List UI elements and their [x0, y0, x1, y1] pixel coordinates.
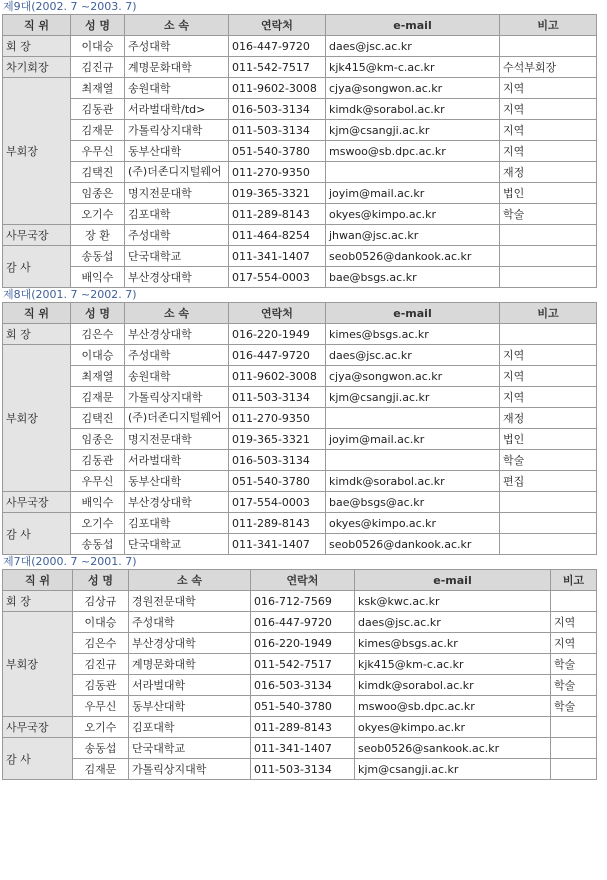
phone-cell: 016-503-3134 [251, 675, 355, 696]
table-row [3, 204, 597, 225]
email-cell[interactable]: daes@jsc.ac.kr [355, 612, 551, 633]
name-cell: 김택진 [71, 162, 125, 183]
table-row [3, 345, 597, 366]
name-cell: 김은수 [73, 633, 129, 654]
note-cell: 학술 [500, 204, 597, 225]
note-cell [500, 534, 597, 555]
affil-cell: 단국대학교 [125, 534, 229, 555]
column-header-name: 성 명 [71, 303, 125, 324]
name-cell: 송동섭 [71, 534, 125, 555]
position-cell: 부회장 [3, 612, 73, 717]
table-row [3, 717, 597, 738]
column-header-role: 직 위 [3, 15, 71, 36]
affil-cell: 주성대학 [129, 612, 251, 633]
affil-cell: 김포대학 [125, 513, 229, 534]
phone-cell: 016-447-9720 [229, 36, 326, 57]
phone-cell: 011-503-3134 [229, 120, 326, 141]
table-row [3, 387, 597, 408]
position-cell: 부회장 [3, 78, 71, 225]
name-cell: 이대승 [71, 36, 125, 57]
table-row [3, 612, 597, 633]
affil-cell: 송원대학 [125, 366, 229, 387]
phone-cell: 016-220-1949 [251, 633, 355, 654]
column-header-affil: 소 속 [129, 570, 251, 591]
email-cell[interactable]: cjya@songwon.ac.kr [326, 78, 500, 99]
name-cell: 우무신 [71, 471, 125, 492]
column-header-note: 비고 [551, 570, 597, 591]
note-cell: 수석부회장 [500, 57, 597, 78]
email-cell[interactable]: seob0526@sankook.ac.kr [355, 738, 551, 759]
column-header-email: e-mail [326, 303, 500, 324]
name-cell: 오기수 [73, 717, 129, 738]
affil-cell: 계명문화대학 [125, 57, 229, 78]
name-cell: 김진규 [71, 57, 125, 78]
email-cell[interactable]: kjm@csangji.ac.kr [326, 120, 500, 141]
email-cell[interactable]: seob0526@dankook.ac.kr [326, 246, 500, 267]
table-row [3, 633, 597, 654]
phone-cell: 019-365-3321 [229, 183, 326, 204]
column-header-affil: 소 속 [125, 15, 229, 36]
phone-cell: 011-289-8143 [229, 513, 326, 534]
note-cell: 지역 [500, 78, 597, 99]
phone-cell: 011-289-8143 [251, 717, 355, 738]
name-cell: 배익수 [71, 492, 125, 513]
name-cell: 임종은 [71, 183, 125, 204]
table-row [3, 120, 597, 141]
affil-cell: 부산경상대학 [125, 492, 229, 513]
position-cell: 감 사 [3, 246, 71, 288]
affil-cell: 김포대학 [129, 717, 251, 738]
ninth-term-title: 제9대(2002. 7 ~2003. 7) [3, 0, 137, 13]
affil-cell: 단국대학교 [129, 738, 251, 759]
email-cell[interactable]: okyes@kimpo.ac.kr [355, 717, 551, 738]
affil-cell: 부산경상대학 [125, 267, 229, 288]
column-header-affil: 소 속 [125, 303, 229, 324]
email-cell[interactable]: joyim@mail.ac.kr [326, 183, 500, 204]
email-cell[interactable]: ksk@kwc.ac.kr [355, 591, 551, 612]
table-row [3, 162, 597, 183]
phone-cell: 051-540-3780 [251, 696, 355, 717]
header-row [3, 303, 597, 324]
position-cell: 회 장 [3, 36, 71, 57]
table-row [3, 450, 597, 471]
email-cell[interactable]: kimes@bsgs.ac.kr [355, 633, 551, 654]
affil-cell: 서라벌대학 [129, 675, 251, 696]
table-row [3, 429, 597, 450]
phone-cell: 017-554-0003 [229, 267, 326, 288]
affil-cell: 서라벌대학 [125, 450, 229, 471]
header-row [3, 570, 597, 591]
name-cell: 김택진 [71, 408, 125, 429]
note-cell: 지역 [500, 99, 597, 120]
table-row [3, 225, 597, 246]
affil-cell: 동부산대학 [125, 141, 229, 162]
seventh-term-table [2, 569, 597, 780]
email-cell[interactable]: kjm@csangji.ac.kr [326, 387, 500, 408]
phone-cell: 016-220-1949 [229, 324, 326, 345]
position-cell: 감 사 [3, 513, 71, 555]
column-header-role: 직 위 [3, 570, 73, 591]
email-cell[interactable]: joyim@mail.ac.kr [326, 429, 500, 450]
note-cell: 재정 [500, 408, 597, 429]
table-row [3, 696, 597, 717]
email-cell[interactable]: mswoo@sb.dpc.ac.kr [326, 141, 500, 162]
email-cell[interactable]: cjya@songwon.ac.kr [326, 366, 500, 387]
affil-cell: 가톨릭상지대학 [129, 759, 251, 780]
phone-cell: 011-503-3134 [251, 759, 355, 780]
email-cell [326, 450, 500, 471]
column-header-name: 성 명 [73, 570, 129, 591]
note-cell [500, 225, 597, 246]
phone-cell: 011-9602-3008 [229, 78, 326, 99]
email-cell[interactable]: kimes@bsgs.ac.kr [326, 324, 500, 345]
position-cell: 회 장 [3, 324, 71, 345]
column-header-note: 비고 [500, 15, 597, 36]
phone-cell: 011-503-3134 [229, 387, 326, 408]
name-cell: 우무신 [71, 141, 125, 162]
name-cell: 이대승 [73, 612, 129, 633]
affil-cell: 주성대학 [125, 345, 229, 366]
table-row [3, 78, 597, 99]
table-row [3, 99, 597, 120]
note-cell: 지역 [551, 612, 597, 633]
affil-cell: 부산경상대학 [125, 324, 229, 345]
affil-cell: 단국대학교 [125, 246, 229, 267]
note-cell: 지역 [500, 141, 597, 162]
name-cell: 이대승 [71, 345, 125, 366]
ninth-term-table [2, 14, 597, 288]
seventh-term-title: 제7대(2000. 7 ~2001. 7) [3, 555, 137, 568]
affil-cell: 동부산대학 [129, 696, 251, 717]
table-row [3, 513, 597, 534]
email-cell[interactable]: kimdk@sorabol.ac.kr [326, 471, 500, 492]
note-cell: 학술 [551, 675, 597, 696]
phone-cell: 011-270-9350 [229, 408, 326, 429]
affil-cell: (주)더존디지털웨어 [125, 408, 229, 429]
phone-cell: 017-554-0003 [229, 492, 326, 513]
email-cell[interactable]: kjm@csangji.ac.kr [355, 759, 551, 780]
name-cell: 김상규 [73, 591, 129, 612]
table-row [3, 534, 597, 555]
affil-cell: 주성대학 [125, 36, 229, 57]
note-cell [500, 324, 597, 345]
name-cell: 김재문 [71, 387, 125, 408]
column-header-email: e-mail [355, 570, 551, 591]
phone-cell: 016-447-9720 [251, 612, 355, 633]
position-cell: 사무국장 [3, 492, 71, 513]
table-row [3, 591, 597, 612]
affil-cell: 김포대학 [125, 204, 229, 225]
email-cell[interactable]: seob0526@dankook.ac.kr [326, 534, 500, 555]
note-cell [551, 717, 597, 738]
name-cell: 송동섭 [73, 738, 129, 759]
column-header-name: 성 명 [71, 15, 125, 36]
note-cell [500, 246, 597, 267]
phone-cell: 051-540-3780 [229, 141, 326, 162]
table-row [3, 366, 597, 387]
position-cell: 회 장 [3, 591, 73, 612]
name-cell: 김동관 [73, 675, 129, 696]
affil-cell: 서라벌대학/td> [125, 99, 229, 120]
position-cell: 부회장 [3, 345, 71, 492]
name-cell: 김동관 [71, 99, 125, 120]
note-cell [500, 267, 597, 288]
email-cell[interactable]: kjk415@km-c.ac.kr [355, 654, 551, 675]
email-cell[interactable]: daes@jsc.ac.kr [326, 345, 500, 366]
table-row [3, 36, 597, 57]
phone-cell: 011-341-1407 [229, 534, 326, 555]
table-row [3, 246, 597, 267]
position-cell: 사무국장 [3, 717, 73, 738]
note-cell [551, 591, 597, 612]
name-cell: 송동섭 [71, 246, 125, 267]
phone-cell: 011-341-1407 [229, 246, 326, 267]
column-header-role: 직 위 [3, 303, 71, 324]
table-row [3, 738, 597, 759]
eighth-term-table [2, 302, 597, 555]
name-cell: 김진규 [73, 654, 129, 675]
affil-cell: 송원대학 [125, 78, 229, 99]
email-cell[interactable]: okyes@kimpo.ac.kr [326, 204, 500, 225]
table-row [3, 57, 597, 78]
table-row [3, 492, 597, 513]
affil-cell: 명지전문대학 [125, 183, 229, 204]
affil-cell: 가톨릭상지대학 [125, 120, 229, 141]
name-cell: 김재문 [73, 759, 129, 780]
table-row [3, 408, 597, 429]
note-cell: 지역 [551, 633, 597, 654]
phone-cell: 016-503-3134 [229, 99, 326, 120]
phone-cell: 016-712-7569 [251, 591, 355, 612]
note-cell: 지역 [500, 366, 597, 387]
table-row [3, 183, 597, 204]
table-row [3, 471, 597, 492]
table-row [3, 759, 597, 780]
name-cell: 오기수 [71, 513, 125, 534]
note-cell: 지역 [500, 387, 597, 408]
name-cell: 최재열 [71, 78, 125, 99]
affil-cell: 동부산대학 [125, 471, 229, 492]
note-cell: 학술 [551, 654, 597, 675]
email-cell[interactable]: bae@bsgs.ac.kr [326, 267, 500, 288]
note-cell: 법인 [500, 183, 597, 204]
name-cell: 우무신 [73, 696, 129, 717]
note-cell [551, 738, 597, 759]
email-cell[interactable]: okyes@kimpo.ac.kr [326, 513, 500, 534]
note-cell: 재정 [500, 162, 597, 183]
affil-cell: 경원전문대학 [129, 591, 251, 612]
note-cell: 학술 [500, 450, 597, 471]
name-cell: 배익수 [71, 267, 125, 288]
phone-cell: 019-365-3321 [229, 429, 326, 450]
note-cell: 편집 [500, 471, 597, 492]
affil-cell: (주)더존디지털웨어 [125, 162, 229, 183]
eighth-term-title: 제8대(2001. 7 ~2002. 7) [3, 288, 137, 301]
email-cell[interactable]: bae@bsgs@ac.kr [326, 492, 500, 513]
note-cell: 법인 [500, 429, 597, 450]
email-cell [326, 162, 500, 183]
table-row [3, 141, 597, 162]
affil-cell: 부산경상대학 [129, 633, 251, 654]
position-cell: 사무국장 [3, 225, 71, 246]
note-cell: 학술 [551, 696, 597, 717]
note-cell [551, 759, 597, 780]
name-cell: 장 환 [71, 225, 125, 246]
email-cell[interactable]: mswoo@sb.dpc.ac.kr [355, 696, 551, 717]
note-cell [500, 513, 597, 534]
affil-cell: 가톨릭상지대학 [125, 387, 229, 408]
table-row [3, 675, 597, 696]
phone-cell: 011-289-8143 [229, 204, 326, 225]
column-header-phone: 연락처 [229, 15, 326, 36]
email-cell [326, 408, 500, 429]
phone-cell: 016-447-9720 [229, 345, 326, 366]
email-cell[interactable]: daes@jsc.ac.kr [326, 36, 500, 57]
name-cell: 김동관 [71, 450, 125, 471]
phone-cell: 011-464-8254 [229, 225, 326, 246]
note-cell: 지역 [500, 345, 597, 366]
name-cell: 김은수 [71, 324, 125, 345]
phone-cell: 051-540-3780 [229, 471, 326, 492]
column-header-email: e-mail [326, 15, 500, 36]
affil-cell: 주성대학 [125, 225, 229, 246]
note-cell [500, 492, 597, 513]
phone-cell: 011-542-7517 [251, 654, 355, 675]
position-cell: 감 사 [3, 738, 73, 780]
phone-cell: 011-270-9350 [229, 162, 326, 183]
header-row [3, 15, 597, 36]
table-row [3, 267, 597, 288]
email-cell[interactable]: jhwan@jsc.ac.kr [326, 225, 500, 246]
note-cell: 지역 [500, 120, 597, 141]
phone-cell: 011-9602-3008 [229, 366, 326, 387]
column-header-note: 비고 [500, 303, 597, 324]
name-cell: 김재문 [71, 120, 125, 141]
phone-cell: 011-542-7517 [229, 57, 326, 78]
note-cell [500, 36, 597, 57]
email-cell[interactable]: kimdk@sorabol.ac.kr [355, 675, 551, 696]
phone-cell: 011-341-1407 [251, 738, 355, 759]
position-cell: 차기회장 [3, 57, 71, 78]
email-cell[interactable]: kjk415@km-c.ac.kr [326, 57, 500, 78]
email-cell[interactable]: kimdk@sorabol.ac.kr [326, 99, 500, 120]
name-cell: 오기수 [71, 204, 125, 225]
name-cell: 임종은 [71, 429, 125, 450]
name-cell: 최재열 [71, 366, 125, 387]
table-row [3, 324, 597, 345]
affil-cell: 명지전문대학 [125, 429, 229, 450]
phone-cell: 016-503-3134 [229, 450, 326, 471]
affil-cell: 계명문화대학 [129, 654, 251, 675]
column-header-phone: 연락처 [251, 570, 355, 591]
column-header-phone: 연락처 [229, 303, 326, 324]
table-row [3, 654, 597, 675]
